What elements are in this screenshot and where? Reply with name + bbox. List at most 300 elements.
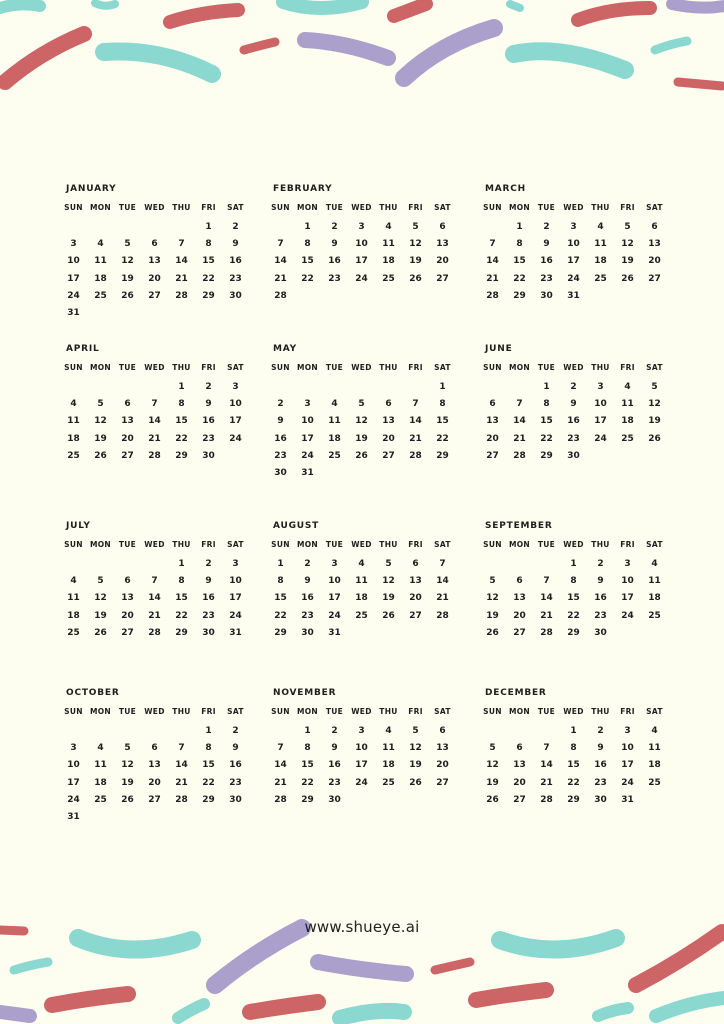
day-cell: 29 — [436, 450, 449, 461]
weekday-label: TUE — [537, 707, 556, 716]
weekday-label: FRI — [201, 363, 216, 372]
day-cell: 25 — [67, 450, 80, 461]
weekday-label: TUE — [118, 203, 137, 212]
day-cell: 13 — [148, 760, 161, 771]
day-cell: 27 — [436, 273, 449, 284]
day-cell: 13 — [148, 256, 161, 267]
day-cell: 26 — [94, 450, 107, 461]
day-cell: 17 — [67, 273, 80, 284]
day-cell: 9 — [597, 576, 604, 587]
weekday-label: SAT — [646, 707, 663, 716]
day-cell: 27 — [148, 794, 161, 805]
day-cell: 1 — [277, 559, 284, 569]
day-cell: 20 — [513, 610, 526, 621]
weekday-header — [60, 363, 245, 375]
day-cell: 13 — [409, 576, 422, 587]
day-cell: 17 — [328, 593, 341, 604]
day-cell: 11 — [382, 239, 395, 250]
day-cell: 22 — [436, 433, 449, 444]
day-cell: 23 — [594, 610, 607, 621]
day-cell: 13 — [648, 239, 661, 250]
weekday-label: TUE — [325, 707, 344, 716]
day-cell: 10 — [621, 743, 634, 754]
day-cell: 26 — [121, 290, 134, 301]
weekday-label: WED — [351, 203, 372, 212]
day-cell: 30 — [594, 627, 607, 638]
weekday-label: THU — [591, 540, 610, 549]
day-cell: 16 — [594, 760, 607, 771]
day-cell: 30 — [567, 450, 580, 461]
weekday-label: SAT — [227, 707, 244, 716]
weekday-label: THU — [591, 363, 610, 372]
day-cell: 26 — [621, 273, 634, 284]
day-cell: 10 — [621, 576, 634, 587]
day-cell: 28 — [175, 794, 188, 805]
day-cell: 2 — [597, 726, 604, 736]
day-cell: 18 — [648, 760, 661, 771]
weekday-label: FRI — [201, 540, 216, 549]
day-cell: 29 — [202, 290, 215, 301]
day-cell: 20 — [436, 256, 449, 267]
day-cell: 3 — [624, 726, 631, 736]
day-cell: 27 — [148, 290, 161, 301]
day-cell: 11 — [648, 576, 661, 587]
day-cell: 7 — [277, 743, 284, 754]
weekday-header — [479, 540, 664, 552]
weekday-label: TUE — [325, 203, 344, 212]
day-cell: 7 — [516, 399, 523, 410]
day-cell: 24 — [328, 610, 341, 621]
weekday-label: WED — [144, 203, 165, 212]
day-cell: 5 — [124, 239, 131, 250]
day-cell: 12 — [355, 416, 368, 427]
weekday-label: TUE — [537, 363, 556, 372]
day-cell: 6 — [489, 399, 496, 410]
day-cell: 19 — [648, 416, 661, 427]
day-cell: 12 — [486, 593, 499, 604]
day-cell: 7 — [151, 576, 158, 587]
day-cell: 3 — [624, 559, 631, 569]
day-cell: 20 — [513, 777, 526, 788]
day-cell: 22 — [567, 777, 580, 788]
day-cell: 21 — [175, 777, 188, 788]
day-cell: 23 — [594, 777, 607, 788]
day-cell: 24 — [301, 450, 314, 461]
weekday-label: MON — [89, 540, 112, 549]
day-cell: 11 — [94, 760, 107, 771]
month-name: MARCH — [485, 184, 526, 194]
day-cell: 26 — [486, 627, 499, 638]
day-cell: 16 — [594, 593, 607, 604]
day-cell: 6 — [412, 559, 419, 569]
weekday-label: WED — [563, 707, 584, 716]
day-cell: 19 — [621, 256, 634, 267]
day-cell: 27 — [513, 794, 526, 805]
day-cell: 11 — [648, 743, 661, 754]
day-cell: 15 — [175, 593, 188, 604]
day-cell: 3 — [331, 559, 338, 569]
day-cell: 2 — [277, 399, 284, 410]
weekday-header — [267, 363, 452, 375]
day-cell: 12 — [94, 593, 107, 604]
day-cell: 7 — [151, 399, 158, 410]
day-cell: 18 — [648, 593, 661, 604]
day-cell: 28 — [148, 627, 161, 638]
day-cell: 27 — [648, 273, 661, 284]
day-cell: 10 — [229, 399, 242, 410]
day-cell: 1 — [205, 726, 212, 736]
day-cell: 10 — [301, 416, 314, 427]
day-cell: 8 — [277, 576, 284, 587]
weekday-label: FRI — [620, 363, 635, 372]
weekday-label: MON — [89, 707, 112, 716]
day-cell: 8 — [205, 743, 212, 754]
day-cell: 2 — [232, 726, 239, 736]
day-cell: 18 — [94, 273, 107, 284]
day-cell: 18 — [594, 256, 607, 267]
day-cell: 14 — [274, 760, 287, 771]
day-cell: 21 — [540, 777, 553, 788]
weekday-header — [479, 203, 664, 215]
day-cell: 19 — [121, 273, 134, 284]
day-cell: 10 — [229, 576, 242, 587]
weekday-label: SUN — [64, 540, 83, 549]
day-cell: 24 — [229, 610, 242, 621]
day-cell: 25 — [67, 627, 80, 638]
day-cell: 9 — [597, 743, 604, 754]
day-cell: 7 — [412, 399, 419, 410]
day-cell: 24 — [355, 273, 368, 284]
weekday-label: THU — [379, 203, 398, 212]
day-cell: 26 — [409, 273, 422, 284]
day-cell: 9 — [277, 416, 284, 427]
day-cell: 17 — [567, 256, 580, 267]
day-cell: 4 — [70, 576, 77, 587]
month-name: JUNE — [485, 344, 513, 354]
day-cell: 4 — [358, 559, 365, 569]
day-cell: 16 — [301, 593, 314, 604]
day-cell: 23 — [540, 273, 553, 284]
day-cell: 2 — [597, 559, 604, 569]
day-cell: 10 — [328, 576, 341, 587]
day-cell: 13 — [486, 416, 499, 427]
day-cell: 18 — [328, 433, 341, 444]
day-cell: 4 — [70, 399, 77, 410]
day-cell: 19 — [382, 593, 395, 604]
weekday-label: FRI — [408, 363, 423, 372]
day-cell: 23 — [567, 433, 580, 444]
weekday-header — [267, 540, 452, 552]
weekday-header — [60, 203, 245, 215]
day-cell: 30 — [301, 627, 314, 638]
day-cell: 3 — [70, 239, 77, 250]
day-cell: 6 — [124, 576, 131, 587]
day-cell: 25 — [648, 610, 661, 621]
day-cell: 15 — [567, 760, 580, 771]
weekday-label: FRI — [408, 203, 423, 212]
day-cell: 22 — [202, 273, 215, 284]
day-cell: 9 — [331, 239, 338, 250]
weekday-label: WED — [563, 363, 584, 372]
day-cell: 12 — [486, 760, 499, 771]
day-cell: 16 — [229, 760, 242, 771]
day-cell: 15 — [301, 256, 314, 267]
day-cell: 29 — [301, 794, 314, 805]
day-cell: 29 — [274, 627, 287, 638]
weekday-label: TUE — [325, 363, 344, 372]
day-cell: 4 — [385, 726, 392, 736]
day-cell: 29 — [567, 794, 580, 805]
weekday-label: FRI — [620, 203, 635, 212]
day-cell: 11 — [67, 593, 80, 604]
day-cell: 28 — [274, 290, 287, 301]
day-cell: 12 — [409, 743, 422, 754]
day-cell: 1 — [570, 559, 577, 569]
day-cell: 6 — [651, 222, 658, 232]
day-cell: 16 — [202, 593, 215, 604]
weekday-label: FRI — [620, 540, 635, 549]
day-cell: 27 — [486, 450, 499, 461]
day-cell: 8 — [304, 743, 311, 754]
day-cell: 1 — [178, 559, 185, 569]
day-cell: 13 — [513, 593, 526, 604]
weekday-label: MON — [508, 203, 531, 212]
day-cell: 8 — [570, 743, 577, 754]
day-cell: 1 — [304, 726, 311, 736]
weekday-label: WED — [144, 540, 165, 549]
day-cell: 20 — [486, 433, 499, 444]
day-cell: 13 — [121, 416, 134, 427]
day-cell: 28 — [148, 450, 161, 461]
weekday-label: SUN — [64, 203, 83, 212]
day-cell: 10 — [594, 399, 607, 410]
day-cell: 3 — [358, 222, 365, 232]
weekday-label: SUN — [483, 540, 502, 549]
day-cell: 18 — [94, 777, 107, 788]
day-cell: 29 — [175, 450, 188, 461]
day-cell: 13 — [513, 760, 526, 771]
day-cell: 21 — [175, 273, 188, 284]
weekday-label: SAT — [434, 363, 451, 372]
day-cell: 27 — [121, 450, 134, 461]
day-cell: 1 — [516, 222, 523, 232]
day-cell: 4 — [385, 222, 392, 232]
day-cell: 23 — [202, 610, 215, 621]
day-cell: 15 — [175, 416, 188, 427]
day-cell: 27 — [513, 627, 526, 638]
day-cell: 11 — [328, 416, 341, 427]
day-cell: 23 — [274, 450, 287, 461]
day-cell: 13 — [121, 593, 134, 604]
day-cell: 17 — [229, 416, 242, 427]
day-cell: 4 — [97, 743, 104, 754]
day-cell: 31 — [301, 468, 314, 478]
day-cell: 16 — [202, 416, 215, 427]
day-cell: 20 — [382, 433, 395, 444]
day-cell: 19 — [486, 610, 499, 621]
day-cell: 6 — [439, 222, 446, 232]
day-cell: 28 — [274, 794, 287, 805]
day-cell: 24 — [229, 433, 242, 444]
day-cell: 9 — [232, 239, 239, 250]
day-cell: 15 — [202, 760, 215, 771]
day-cell: 4 — [651, 559, 658, 569]
day-cell: 22 — [301, 777, 314, 788]
day-cell: 29 — [540, 450, 553, 461]
month-name: OCTOBER — [66, 688, 120, 698]
day-cell: 3 — [70, 743, 77, 754]
weekday-header — [267, 707, 452, 719]
day-cell: 30 — [202, 627, 215, 638]
day-cell: 27 — [409, 610, 422, 621]
day-cell: 20 — [436, 760, 449, 771]
day-cell: 21 — [409, 433, 422, 444]
day-cell: 16 — [229, 256, 242, 267]
day-cell: 25 — [94, 290, 107, 301]
day-cell: 13 — [436, 743, 449, 754]
day-cell: 5 — [124, 743, 131, 754]
day-cell: 25 — [382, 777, 395, 788]
day-cell: 19 — [486, 777, 499, 788]
month-name: SEPTEMBER — [485, 521, 553, 531]
day-cell: 4 — [651, 726, 658, 736]
day-cell: 17 — [355, 256, 368, 267]
day-cell: 26 — [382, 610, 395, 621]
day-cell: 2 — [232, 222, 239, 232]
day-cell: 21 — [274, 777, 287, 788]
day-cell: 7 — [439, 559, 446, 569]
day-cell: 22 — [202, 777, 215, 788]
day-cell: 25 — [621, 433, 634, 444]
day-cell: 20 — [121, 433, 134, 444]
weekday-label: THU — [172, 203, 191, 212]
day-cell: 30 — [229, 794, 242, 805]
day-cell: 23 — [301, 610, 314, 621]
weekday-label: THU — [379, 363, 398, 372]
day-cell: 11 — [94, 256, 107, 267]
day-cell: 1 — [178, 382, 185, 392]
day-cell: 14 — [274, 256, 287, 267]
day-cell: 7 — [178, 239, 185, 250]
day-cell: 2 — [205, 559, 212, 569]
day-cell: 14 — [409, 416, 422, 427]
weekday-label: SUN — [271, 203, 290, 212]
month-name: NOVEMBER — [273, 688, 337, 698]
day-cell: 3 — [570, 222, 577, 232]
day-cell: 15 — [567, 593, 580, 604]
day-cell: 13 — [382, 416, 395, 427]
day-cell: 2 — [570, 382, 577, 392]
day-cell: 23 — [202, 433, 215, 444]
day-cell: 25 — [94, 794, 107, 805]
day-cell: 12 — [94, 416, 107, 427]
weekday-label: SUN — [483, 363, 502, 372]
weekday-label: TUE — [537, 203, 556, 212]
weekday-label: MON — [508, 707, 531, 716]
day-cell: 30 — [202, 450, 215, 461]
weekday-label: SAT — [434, 707, 451, 716]
day-cell: 8 — [304, 239, 311, 250]
day-cell: 20 — [648, 256, 661, 267]
day-cell: 7 — [489, 239, 496, 250]
day-cell: 30 — [594, 794, 607, 805]
day-cell: 6 — [151, 239, 158, 250]
weekday-label: SAT — [227, 540, 244, 549]
day-cell: 30 — [229, 290, 242, 301]
day-cell: 8 — [570, 576, 577, 587]
day-cell: 5 — [489, 576, 496, 587]
day-cell: 10 — [67, 256, 80, 267]
day-cell: 28 — [175, 290, 188, 301]
day-cell: 8 — [205, 239, 212, 250]
day-cell: 21 — [436, 593, 449, 604]
month-name: FEBRUARY — [273, 184, 333, 194]
weekday-header — [479, 707, 664, 719]
day-cell: 26 — [355, 450, 368, 461]
weekday-label: SAT — [646, 540, 663, 549]
day-cell: 27 — [121, 627, 134, 638]
day-cell: 21 — [540, 610, 553, 621]
day-cell: 9 — [232, 743, 239, 754]
weekday-label: SAT — [434, 540, 451, 549]
day-cell: 5 — [624, 222, 631, 232]
weekday-label: SAT — [646, 203, 663, 212]
day-cell: 10 — [355, 239, 368, 250]
day-cell: 20 — [148, 777, 161, 788]
day-cell: 22 — [567, 610, 580, 621]
day-cell: 5 — [651, 382, 658, 392]
weekday-label: THU — [591, 203, 610, 212]
day-cell: 8 — [439, 399, 446, 410]
day-cell: 4 — [597, 222, 604, 232]
weekday-label: SUN — [64, 707, 83, 716]
day-cell: 26 — [121, 794, 134, 805]
day-cell: 24 — [621, 610, 634, 621]
day-cell: 15 — [301, 760, 314, 771]
weekday-label: MON — [296, 203, 319, 212]
weekday-label: MON — [508, 363, 531, 372]
day-cell: 24 — [594, 433, 607, 444]
day-cell: 25 — [594, 273, 607, 284]
weekday-label: SAT — [227, 203, 244, 212]
day-cell: 28 — [540, 794, 553, 805]
day-cell: 1 — [439, 382, 446, 392]
day-cell: 26 — [409, 777, 422, 788]
day-cell: 18 — [621, 416, 634, 427]
day-cell: 7 — [543, 576, 550, 587]
day-cell: 21 — [486, 273, 499, 284]
day-cell: 26 — [648, 433, 661, 444]
day-cell: 20 — [148, 273, 161, 284]
day-cell: 22 — [274, 610, 287, 621]
weekday-label: SUN — [483, 707, 502, 716]
day-cell: 17 — [355, 760, 368, 771]
day-cell: 22 — [540, 433, 553, 444]
weekday-label: TUE — [118, 707, 137, 716]
day-cell: 26 — [94, 627, 107, 638]
day-cell: 22 — [175, 433, 188, 444]
day-cell: 8 — [178, 576, 185, 587]
day-cell: 21 — [148, 433, 161, 444]
weekday-label: SAT — [434, 203, 451, 212]
weekday-label: THU — [379, 707, 398, 716]
day-cell: 20 — [121, 610, 134, 621]
day-cell: 19 — [94, 610, 107, 621]
weekday-label: TUE — [537, 540, 556, 549]
weekday-header — [479, 363, 664, 375]
day-cell: 9 — [543, 239, 550, 250]
weekday-header — [60, 540, 245, 552]
